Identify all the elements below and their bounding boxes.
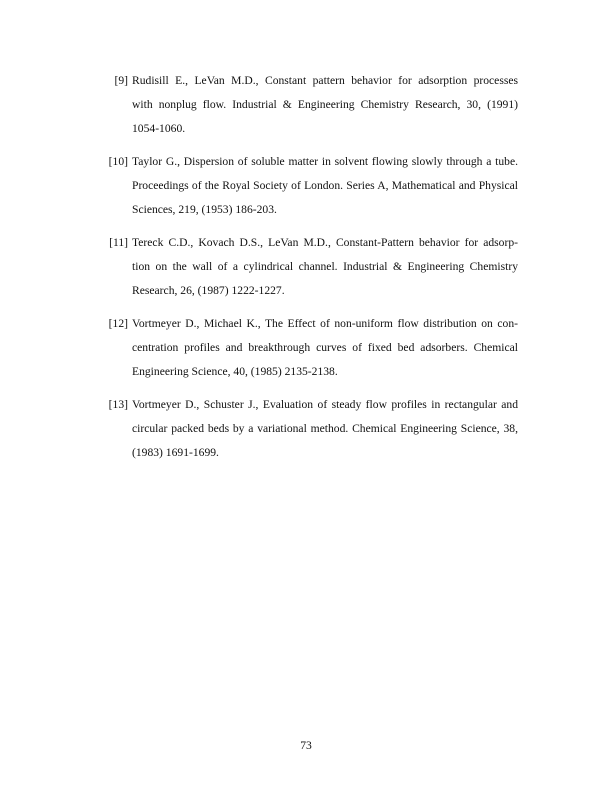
reference-line: (1983) 1691-1699. [132, 446, 219, 459]
reference-item [104, 393, 518, 465]
reference-line: Engineering Science, 40, (1985) 2135-2138. [132, 365, 338, 378]
reference-line: tion on the wall of a cylindrical channel. Industrial & Engineering Chemistry [132, 260, 518, 273]
reference-line: Rudisill E., LeVan M.D., Constant pattern behavior for adsorption processes [132, 74, 518, 87]
reference-line: 1054-1060. [132, 122, 186, 135]
reference-line: Tereck C.D., Kovach D.S., LeVan M.D., Constant-Pattern behavior for adsorp- [132, 236, 518, 249]
page-number: 73 [300, 739, 312, 752]
reference-line: Proceedings of the Royal Society of London. Series A, Mathematical and Physical [132, 179, 518, 192]
reference-number: [10] [108, 155, 128, 168]
reference-item [104, 312, 518, 384]
reference-line: Taylor G., Dispersion of soluble matter in solvent flowing slowly through a tube. [132, 155, 518, 168]
reference-line: centration profiles and breakthrough curves of fixed bed adsorbers. Chemical [132, 341, 518, 354]
reference-line: Vortmeyer D., Schuster J., Evaluation of steady flow profiles in rectangular and [132, 398, 518, 411]
reference-line: Vortmeyer D., Michael K., The Effect of non-uniform flow distribution on con- [132, 317, 518, 330]
reference-list [104, 69, 518, 474]
reference-item [104, 150, 518, 222]
reference-number: [13] [108, 398, 128, 411]
reference-line: Research, 26, (1987) 1222-1227. [132, 284, 285, 297]
reference-number: [11] [109, 236, 128, 249]
reference-number: [12] [108, 317, 128, 330]
reference-item [104, 69, 518, 141]
reference-number: [9] [114, 74, 128, 87]
reference-line: Sciences, 219, (1953) 186-203. [132, 203, 277, 216]
reference-item [104, 231, 518, 303]
reference-line: circular packed beds by a variational method. Chemical Engineering Science, 38, [132, 422, 518, 435]
reference-line: with nonplug flow. Industrial & Engineering Chemistry Research, 30, (1991) [132, 98, 518, 111]
